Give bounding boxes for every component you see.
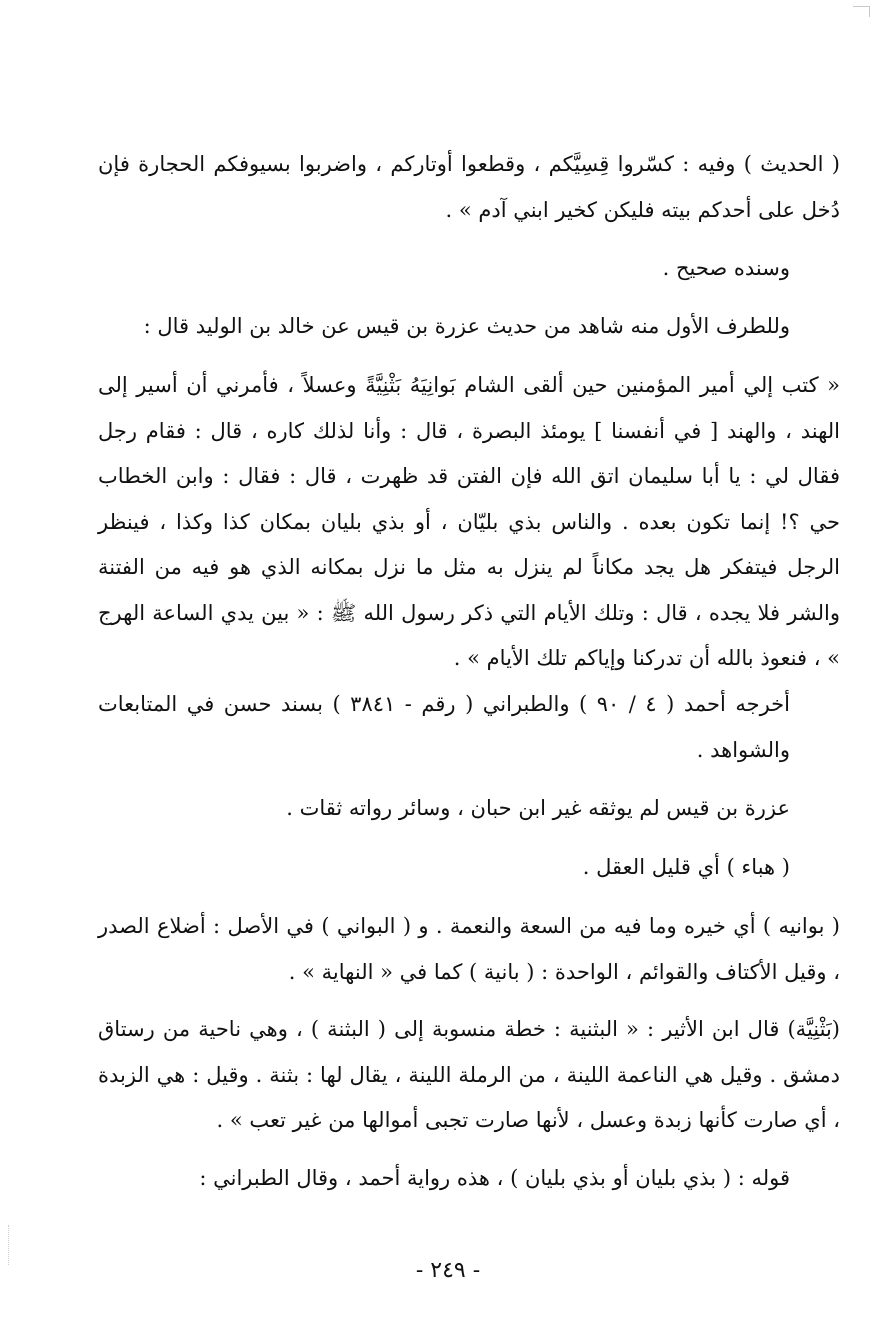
paragraph: أخرجه أحمد ( ٤ / ٩٠ ) والطبراني ( رقم - ٣٨٤١ ) بسند حسن في المتابعات والشواهد .	[98, 692, 790, 762]
paragraph: وللطرف الأول منه شاهد من حديث عزرة بن قيس عن خالد بن الوليد قال :	[143, 314, 790, 338]
paragraph-isnad-note	[98, 246, 840, 292]
paragraph-qawluhu	[98, 1156, 840, 1202]
paragraph: ( هباء ) أي قليل العقل .	[582, 855, 790, 879]
page-number: - ٢٤٩ -	[415, 1258, 481, 1283]
paragraph: ( الحديث ) وفيه : كسّروا قِسِيَّكم ، وقطعوا أوتاركم ، واضربوا بسيوفكم الحجارة فإن دُخل على أحدكم بيته فليكن كخير ابني آدم » .	[98, 152, 840, 222]
paragraph: ( بوانيه ) أي خيره وما فيه من السعة والنعمة . و ( البواني ) في الأصل : أضلاع الصدر ، وقيل الأكتاف والقوائم ، الواحدة : ( بانية ) كما في « النهاية » .	[98, 914, 840, 984]
paragraph: (بَثْنِيَّة) قال ابن الأثير : « البثنية : خطة منسوبة إلى ( البثنة ) ، وهي ناحية من رستاق دمشق . وقيل هي الناعمة اللينة ، من الرملة اللينة ، يقال لها : بثنة . وقيل : هي الزبدة ، أي صارت كأنها زبدة وعسل ، لأنها صارت تجبى أموالها من غير تعب » .	[98, 1017, 840, 1132]
paragraph: وسنده صحيح .	[662, 256, 790, 280]
paragraph-habaa	[98, 845, 840, 891]
paragraph-takhrij	[98, 682, 840, 773]
paragraph-khalid-narration	[98, 363, 840, 682]
paragraph: قوله : ( بذي بليان أو بذي بليان ) ، هذه رواية أحمد ، وقال الطبراني :	[199, 1166, 790, 1190]
scan-corner-mark	[853, 6, 870, 17]
paragraph-bathniyyah	[98, 1007, 840, 1144]
paragraph-narrators	[98, 786, 840, 832]
paragraph: عزرة بن قيس لم يوثقه غير ابن حبان ، وسائر رواته ثقات .	[286, 796, 790, 820]
paragraph-hadith-text	[98, 142, 840, 233]
paragraph: « كتب إلي أمير المؤمنين حين ألقى الشام بَوانِيَهُ بَثْنِيَّةً وعسلاً ، فأمرني أن أسير إلى الهند ، والهند [ في أنفسنا ] يومئذ البصرة ، قال : وأنا لذلك كاره ، قال : فقام رجل فقال لي : يا أبا سليمان اتق الله فإن الفتن قد ظهرت ، قال : فقال : وابن الخطاب حي ؟! إنما تكون بعده . والناس بذي بليّان ، أو بذي بليان بمكان كذا وكذا ، فينظر الرجل فيتفكر هل يجد مكاناً لم ينزل به مثل ما نزل بمكانه الذي هو فيه من الفتنة والشر فلا يجده ، قال : وتلك الأيام التي ذكر رسول الله ﷺ : « بين يدي الساعة الهرج » ، فنعوذ بالله أن تدركنا وإياكم تلك الأيام » .	[98, 373, 840, 670]
paragraph-witness-intro	[98, 304, 840, 350]
paragraph-bawaniyah	[98, 904, 840, 995]
